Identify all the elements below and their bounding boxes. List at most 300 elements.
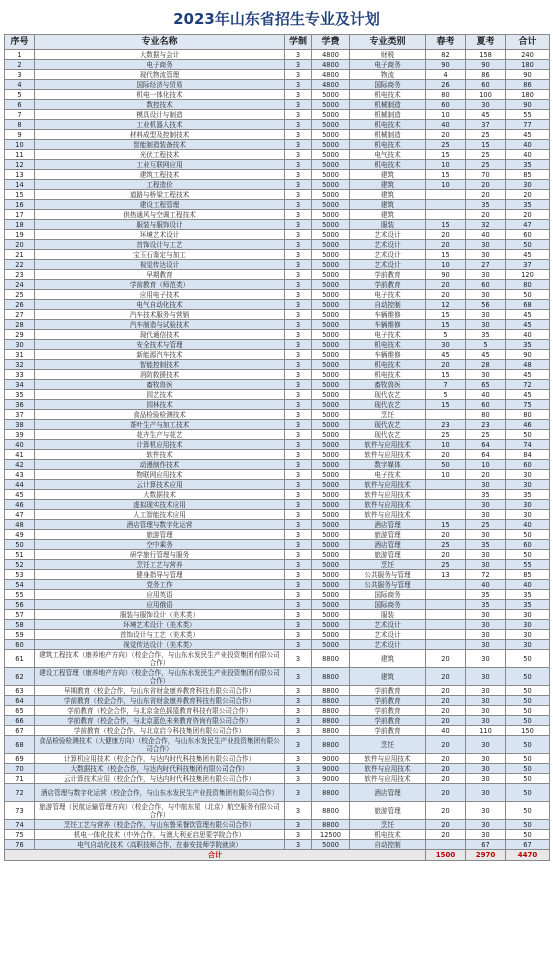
cell-duration: 3 [285,550,312,560]
cell-tuition: 5000 [312,410,350,420]
cell-duration: 3 [285,320,312,330]
cell-spring: 20 [426,130,466,140]
cell-major: 应用俄语 [35,600,285,610]
cell-spring [426,480,466,490]
cell-spring: 15 [426,520,466,530]
cell-total: 45 [506,320,550,330]
cell-duration: 3 [285,110,312,120]
footer-spring: 1500 [426,850,466,861]
cell-tuition: 5000 [312,300,350,310]
cell-spring: 30 [426,340,466,350]
cell-major: 环境艺术设计 [35,230,285,240]
cell-category: 电子技术 [350,470,426,480]
table-row [5,570,550,580]
cell-major: 云计算技术应用（校企合作，与达内时代科技集团有限公司合作） [35,774,285,784]
cell-spring: 25 [426,140,466,150]
cell-category: 学前教育 [350,280,426,290]
cell-tuition: 5000 [312,190,350,200]
cell-category: 软件与应用技术 [350,490,426,500]
cell-index: 51 [5,550,35,560]
cell-index: 58 [5,620,35,630]
cell-index: 62 [5,668,35,686]
cell-summer: 30 [466,668,506,686]
cell-summer: 40 [466,390,506,400]
cell-spring [426,590,466,600]
cell-major: 模具设计与制造 [35,110,285,120]
cell-spring: 15 [426,370,466,380]
cell-total: 50 [506,650,550,668]
cell-total: 90 [506,350,550,360]
cell-index: 21 [5,250,35,260]
cell-category: 数字媒体 [350,460,426,470]
cell-spring: 90 [426,60,466,70]
cell-tuition: 5000 [312,340,350,350]
cell-summer: 67 [466,840,506,850]
cell-duration: 3 [285,696,312,706]
cell-index: 41 [5,450,35,460]
table-row [5,490,550,500]
cell-major: 消防救援技术 [35,370,285,380]
table-row [5,370,550,380]
cell-duration: 3 [285,754,312,764]
table-row [5,470,550,480]
col-header-total: 合计 [506,35,550,50]
cell-category: 建筑 [350,170,426,180]
cell-category: 机电技术 [350,160,426,170]
cell-index: 76 [5,840,35,850]
table-row [5,330,550,340]
cell-duration: 3 [285,500,312,510]
cell-major: 服装与服饰设计 [35,220,285,230]
cell-total: 50 [506,736,550,754]
cell-total: 45 [506,370,550,380]
cell-total: 180 [506,90,550,100]
cell-total: 85 [506,570,550,580]
cell-category: 学前教育 [350,270,426,280]
cell-tuition: 5000 [312,480,350,490]
cell-tuition: 5000 [312,450,350,460]
cell-category: 学前教育 [350,686,426,696]
cell-duration: 3 [285,686,312,696]
cell-tuition: 5000 [312,430,350,440]
cell-tuition: 5000 [312,420,350,430]
cell-spring: 10 [426,160,466,170]
cell-spring: 10 [426,440,466,450]
cell-index: 52 [5,560,35,570]
cell-index: 54 [5,580,35,590]
cell-spring: 20 [426,290,466,300]
cell-major: 空中乘务 [35,540,285,550]
table-body [5,50,550,850]
cell-summer: 28 [466,360,506,370]
cell-spring: 15 [426,320,466,330]
cell-summer: 35 [466,540,506,550]
cell-category: 电气技术 [350,150,426,160]
cell-major: 食品检验检测技术（大健康方向）（校企合作，与山东水发民生产业投资集团有限公司合作） [35,736,285,754]
cell-spring [426,500,466,510]
cell-duration: 3 [285,650,312,668]
cell-spring: 20 [426,754,466,764]
cell-spring: 15 [426,170,466,180]
cell-major: 云计算技术应用 [35,480,285,490]
cell-summer: 30 [466,250,506,260]
cell-duration: 3 [285,410,312,420]
cell-total: 35 [506,490,550,500]
cell-duration: 3 [285,590,312,600]
cell-summer: 20 [466,180,506,190]
table-row [5,150,550,160]
cell-category: 电子技术 [350,330,426,340]
cell-index: 35 [5,390,35,400]
cell-index: 40 [5,440,35,450]
cell-total: 46 [506,420,550,430]
cell-tuition: 5000 [312,580,350,590]
cell-spring: 40 [426,120,466,130]
table-row [5,380,550,390]
cell-summer: 35 [466,600,506,610]
cell-summer: 30 [466,500,506,510]
cell-summer: 30 [466,630,506,640]
cell-spring: 10 [426,470,466,480]
cell-tuition: 5000 [312,520,350,530]
cell-index: 28 [5,320,35,330]
cell-index: 59 [5,630,35,640]
cell-major: 计算机应用技术（校企合作，与达内时代科技集团有限公司合作） [35,754,285,764]
cell-major: 电气自动化技术 [35,300,285,310]
table-row [5,180,550,190]
cell-major: 健身指导与管理 [35,570,285,580]
cell-total: 80 [506,280,550,290]
cell-summer: 70 [466,170,506,180]
cell-spring: 20 [426,716,466,726]
cell-category: 艺术设计 [350,620,426,630]
cell-tuition: 5000 [312,610,350,620]
cell-total: 50 [506,784,550,802]
cell-spring: 25 [426,540,466,550]
cell-category: 艺术设计 [350,630,426,640]
cell-summer: 60 [466,80,506,90]
cell-summer: 40 [466,230,506,240]
cell-category: 旅游管理 [350,802,426,820]
cell-index: 13 [5,170,35,180]
cell-spring: 26 [426,80,466,90]
footer-total: 4470 [506,850,550,861]
cell-spring: 20 [426,450,466,460]
cell-major: 建筑工程技术 [35,170,285,180]
cell-duration: 3 [285,630,312,640]
cell-tuition: 5000 [312,590,350,600]
table-footer-row [5,850,550,861]
table-row [5,686,550,696]
cell-spring: 25 [426,430,466,440]
cell-major: 畜牧兽医 [35,380,285,390]
cell-major: 电气自动化技术（高职技师合作，在泰安技师学院就读） [35,840,285,850]
cell-summer: 30 [466,640,506,650]
cell-spring: 15 [426,250,466,260]
cell-tuition: 5000 [312,130,350,140]
cell-summer: 65 [466,380,506,390]
cell-category: 酒店管理 [350,520,426,530]
table-row [5,580,550,590]
cell-category: 服装 [350,610,426,620]
cell-tuition: 5000 [312,370,350,380]
cell-duration: 3 [285,330,312,340]
cell-spring [426,200,466,210]
cell-spring [426,840,466,850]
cell-major: 机电一体化技术 [35,90,285,100]
cell-duration: 3 [285,300,312,310]
cell-total: 55 [506,560,550,570]
cell-category: 机械制造 [350,110,426,120]
cell-major: 建设工程管理（康养地产方向）（校企合作，与山东水发民生产业投资集团有限公司合作） [35,668,285,686]
cell-index: 45 [5,490,35,500]
cell-index: 8 [5,120,35,130]
table-row [5,50,550,60]
cell-tuition: 5000 [312,500,350,510]
cell-category: 国际商务 [350,590,426,600]
cell-summer: 30 [466,650,506,668]
cell-total: 90 [506,100,550,110]
table-row [5,240,550,250]
cell-category: 财税 [350,50,426,60]
cell-index: 50 [5,540,35,550]
cell-tuition: 5000 [312,550,350,560]
cell-major: 安全技术与管理 [35,340,285,350]
cell-tuition: 8800 [312,716,350,726]
cell-major: 计算机应用技术 [35,440,285,450]
cell-summer: 30 [466,610,506,620]
col-header-category: 专业类别 [350,35,426,50]
cell-summer: 90 [466,60,506,70]
cell-summer: 30 [466,560,506,570]
cell-major: 机电一体化技术（中外合作，与澳大利亚启思蒙学院合作） [35,830,285,840]
cell-total: 37 [506,260,550,270]
cell-summer: 25 [466,430,506,440]
cell-index: 48 [5,520,35,530]
table-row [5,510,550,520]
cell-major: 数控技术 [35,100,285,110]
cell-major: 动漫制作技术 [35,460,285,470]
cell-duration: 3 [285,490,312,500]
cell-duration: 3 [285,350,312,360]
cell-tuition: 5000 [312,280,350,290]
cell-index: 30 [5,340,35,350]
cell-tuition: 8800 [312,802,350,820]
cell-major: 工程造价 [35,180,285,190]
table-row [5,300,550,310]
cell-spring: 20 [426,764,466,774]
cell-spring [426,190,466,200]
cell-total: 35 [506,600,550,610]
cell-duration: 3 [285,830,312,840]
cell-category: 软件与应用技术 [350,774,426,784]
cell-index: 15 [5,190,35,200]
cell-total: 72 [506,380,550,390]
cell-spring: 20 [426,240,466,250]
cell-tuition: 5000 [312,620,350,630]
cell-major: 物联网应用技术 [35,470,285,480]
cell-duration: 3 [285,620,312,630]
cell-tuition: 5000 [312,570,350,580]
cell-summer: 25 [466,150,506,160]
cell-total: 68 [506,300,550,310]
cell-major: 学前教育（校企合作，与北京金色摇篮教育科技有限公司合作） [35,706,285,716]
table-row [5,830,550,840]
cell-major: 学前教育（校企合作，与北京蓝色未来教育咨询有限公司合作） [35,716,285,726]
cell-category: 艺术设计 [350,240,426,250]
cell-tuition: 5000 [312,350,350,360]
cell-summer: 30 [466,510,506,520]
cell-total: 20 [506,210,550,220]
cell-total: 40 [506,520,550,530]
cell-index: 39 [5,430,35,440]
cell-duration: 3 [285,400,312,410]
cell-category: 电子技术 [350,290,426,300]
cell-major: 道路与桥梁工程技术 [35,190,285,200]
cell-summer: 86 [466,70,506,80]
cell-tuition: 12500 [312,830,350,840]
cell-major: 供热通风与空调工程技术 [35,210,285,220]
cell-total: 60 [506,540,550,550]
cell-duration: 3 [285,290,312,300]
cell-category: 艺术设计 [350,260,426,270]
cell-duration: 3 [285,280,312,290]
col-header-spring: 春考 [426,35,466,50]
cell-spring: 5 [426,390,466,400]
table-row [5,130,550,140]
cell-index: 69 [5,754,35,764]
table-row [5,320,550,330]
cell-tuition: 5000 [312,220,350,230]
cell-total: 77 [506,120,550,130]
cell-summer: 30 [466,706,506,716]
cell-total: 50 [506,240,550,250]
cell-tuition: 5000 [312,230,350,240]
cell-spring: 7 [426,380,466,390]
cell-tuition: 9000 [312,774,350,784]
cell-tuition: 5000 [312,400,350,410]
cell-spring: 90 [426,270,466,280]
table-row [5,784,550,802]
cell-major: 大数据技术 [35,490,285,500]
cell-major: 汽车制造与试验技术 [35,320,285,330]
cell-duration: 3 [285,390,312,400]
cell-major: 软件技术 [35,450,285,460]
cell-total: 35 [506,160,550,170]
cell-index: 31 [5,350,35,360]
cell-spring [426,620,466,630]
cell-total: 84 [506,450,550,460]
cell-spring [426,210,466,220]
cell-major: 大数据技术（校企合作，与达内时代科技集团有限公司合作） [35,764,285,774]
table-row [5,90,550,100]
table-row [5,764,550,774]
cell-tuition: 5000 [312,470,350,480]
cell-spring: 60 [426,100,466,110]
cell-spring: 20 [426,706,466,716]
table-row [5,650,550,668]
cell-duration: 3 [285,210,312,220]
cell-category: 机电技术 [350,120,426,130]
cell-total: 74 [506,440,550,450]
cell-spring: 20 [426,230,466,240]
table-row [5,410,550,420]
cell-duration: 3 [285,100,312,110]
table-row [5,520,550,530]
cell-index: 19 [5,230,35,240]
table-row [5,840,550,850]
cell-duration: 3 [285,774,312,784]
cell-major: 视觉传达设计（美术类） [35,640,285,650]
cell-major: 宝玉石鉴定与加工 [35,250,285,260]
cell-duration: 3 [285,270,312,280]
cell-spring: 20 [426,530,466,540]
cell-summer: 10 [466,460,506,470]
cell-tuition: 4800 [312,80,350,90]
table-row [5,640,550,650]
cell-spring: 20 [426,280,466,290]
cell-major: 园林技术 [35,400,285,410]
cell-index: 1 [5,50,35,60]
cell-duration: 3 [285,530,312,540]
cell-category: 机械制造 [350,130,426,140]
cell-duration: 3 [285,610,312,620]
cell-spring: 45 [426,350,466,360]
cell-duration: 3 [285,160,312,170]
cell-spring: 20 [426,696,466,706]
cell-duration: 3 [285,840,312,850]
table-row [5,290,550,300]
cell-category: 物流 [350,70,426,80]
cell-summer: 30 [466,830,506,840]
enrollment-plan-table [4,34,550,861]
cell-duration: 3 [285,380,312,390]
table-row [5,668,550,686]
cell-spring: 82 [426,50,466,60]
cell-duration: 3 [285,470,312,480]
cell-summer: 100 [466,90,506,100]
cell-major: 服装与服饰设计（美术类） [35,610,285,620]
cell-total: 120 [506,270,550,280]
cell-summer: 30 [466,686,506,696]
cell-category: 软件与应用技术 [350,764,426,774]
cell-tuition: 5000 [312,310,350,320]
cell-summer: 30 [466,764,506,774]
cell-tuition: 8800 [312,696,350,706]
cell-spring: 10 [426,180,466,190]
cell-category: 机电技术 [350,360,426,370]
table-row [5,400,550,410]
table-row [5,230,550,240]
cell-total: 35 [506,340,550,350]
cell-summer: 30 [466,240,506,250]
cell-duration: 3 [285,430,312,440]
table-row [5,310,550,320]
cell-total: 45 [506,250,550,260]
cell-duration: 3 [285,90,312,100]
cell-index: 74 [5,820,35,830]
cell-major: 旅游管理（民航运输管理方向）（校企合作，与中航东星（北京）航空服务有限公司合作） [35,802,285,820]
cell-index: 16 [5,200,35,210]
cell-summer: 45 [466,350,506,360]
cell-index: 14 [5,180,35,190]
cell-total: 50 [506,430,550,440]
cell-summer: 25 [466,160,506,170]
cell-duration: 3 [285,510,312,520]
table-row [5,736,550,754]
cell-tuition: 5000 [312,640,350,650]
cell-summer: 30 [466,754,506,764]
